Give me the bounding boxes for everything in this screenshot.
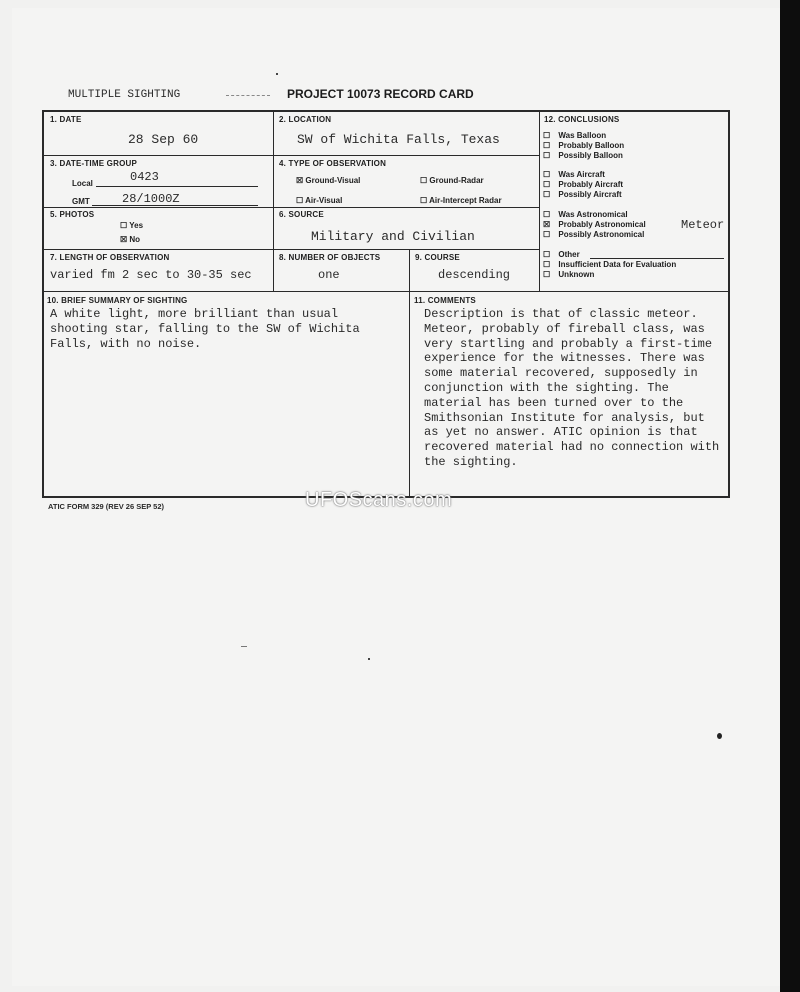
- summary-line: shooting star, falling to the SW of Wichita: [50, 321, 360, 336]
- comment-line: as yet no answer. ATIC opinion is that: [424, 425, 698, 440]
- checkbox-icon: ☒: [296, 176, 304, 185]
- date-value: 28 Sep 60: [128, 132, 199, 147]
- comment-line: recovered material had no connection with: [424, 440, 720, 455]
- header-dashes: [226, 95, 270, 96]
- divider-row2: [43, 207, 539, 208]
- air-visual-option: [296, 196, 342, 205]
- photos-yes-text: Yes: [129, 221, 144, 230]
- gmt-value: 28/1000Z: [122, 192, 180, 206]
- multiple-sighting-label: MULTIPLE SIGHTING: [68, 89, 181, 101]
- length-value: varied fm 2 sec to 30-35 sec: [50, 268, 252, 282]
- type-of-observation-label: 4. TYPE OF OBSERVATION: [279, 159, 387, 168]
- comment-line: Description is that of classic meteor.: [424, 307, 698, 321]
- local-value: 0423: [130, 170, 159, 184]
- conclusion-item: [543, 131, 606, 141]
- divider-row3: [43, 249, 539, 250]
- divider-col3: [539, 110, 540, 291]
- watermark: UFOScans.com: [305, 489, 453, 511]
- objects-label: 8. NUMBER OF OBJECTS: [279, 253, 381, 262]
- conclusion-item: [543, 270, 594, 280]
- divider-objects: [409, 249, 410, 291]
- conclusion-item: [543, 180, 623, 190]
- comment-line: experience for the witnesses. There was: [424, 351, 705, 366]
- conclusion-item: [543, 141, 624, 151]
- photos-no-option: [120, 235, 140, 244]
- checkbox-icon: ☐: [543, 151, 551, 160]
- conclusion-item: [543, 220, 646, 230]
- ground-radar-option: [420, 176, 484, 185]
- conclusions-label: 12. CONCLUSIONS: [544, 115, 620, 124]
- form-id: ATIC FORM 329 (REV 26 SEP 52): [48, 502, 165, 511]
- checkbox-icon: ☐: [120, 221, 128, 230]
- scan-speck: [241, 646, 247, 647]
- comment-line: conjunction with the sighting. The: [424, 380, 669, 395]
- conclusion-item: [543, 250, 580, 260]
- conclusion-text: Possibly Balloon: [558, 151, 623, 160]
- air-intercept-radar-option: [420, 196, 502, 205]
- conclusion-text: Unknown: [558, 270, 595, 279]
- summary-label: 10. BRIEF SUMMARY OF SIGHTING: [47, 296, 188, 305]
- local-label: Local: [72, 179, 93, 188]
- checkbox-icon: ☒: [543, 220, 551, 229]
- comments-text: [424, 307, 719, 470]
- comment-line: Smithsonian Institute for analysis, but: [424, 410, 705, 425]
- conclusion-text: Was Astronomical: [558, 210, 628, 219]
- conclusion-text: Possibly Aircraft: [558, 190, 622, 199]
- ground-visual-text: Ground-Visual: [305, 176, 361, 185]
- conclusion-text: Probably Astronomical: [558, 220, 646, 229]
- scan-speck: [717, 733, 722, 739]
- comments-label: 11. COMMENTS: [414, 296, 476, 305]
- air-intercept-radar-text: Air-Intercept Radar: [429, 196, 502, 205]
- checkbox-icon: ☐: [543, 170, 551, 179]
- source-label: 6. SOURCE: [279, 210, 324, 219]
- conclusion-text: Probably Aircraft: [558, 180, 624, 189]
- location-label: 2. LOCATION: [279, 115, 332, 124]
- conclusion-item: [543, 230, 644, 240]
- conclusion-text: Was Aircraft: [558, 170, 605, 179]
- comment-line: some material recovered, supposedly in: [424, 366, 698, 381]
- conclusion-item: [543, 210, 628, 220]
- objects-value: one: [318, 268, 340, 282]
- ground-radar-text: Ground-Radar: [429, 176, 484, 185]
- checkbox-icon: ☐: [296, 196, 304, 205]
- checkbox-icon: ☐: [420, 176, 428, 185]
- divider-summary: [43, 291, 729, 292]
- summary-line: A white light, more brilliant than usual: [50, 307, 339, 321]
- divider-col1: [273, 110, 274, 291]
- conclusion-item: [543, 170, 605, 180]
- summary-text: [50, 307, 360, 351]
- conclusion-text: Possibly Astronomical: [558, 230, 645, 239]
- checkbox-icon: ☐: [543, 190, 551, 199]
- checkbox-icon: ☐: [543, 141, 551, 150]
- location-value: SW of Wichita Falls, Texas: [297, 132, 500, 147]
- conclusion-item: [543, 151, 623, 161]
- checkbox-icon: ☐: [543, 210, 551, 219]
- ground-visual-option: [296, 176, 360, 185]
- photos-no-text: No: [129, 235, 141, 244]
- date-time-group-label: 3. DATE-TIME GROUP: [50, 159, 138, 168]
- comment-line: Meteor, probably of fireball class, was: [424, 321, 705, 336]
- course-value: descending: [438, 268, 511, 282]
- photos-label: 5. PHOTOS: [50, 210, 95, 219]
- conclusion-item: [543, 190, 622, 200]
- scan-edge: [780, 0, 800, 992]
- course-label: 9. COURSE: [415, 253, 460, 262]
- conclusion-text: Probably Balloon: [558, 141, 625, 150]
- conclusion-text: Insufficient Data for Evaluation: [558, 260, 677, 269]
- checkbox-icon: ☐: [543, 131, 551, 140]
- checkbox-icon: ☐: [543, 270, 551, 279]
- other-underline: [590, 258, 724, 259]
- length-label: 7. LENGTH OF OBSERVATION: [50, 253, 170, 262]
- conclusion-item: [543, 260, 676, 270]
- photos-yes-option: [120, 221, 143, 230]
- scan-speck: [276, 73, 278, 75]
- checkbox-icon: ☒: [120, 235, 128, 244]
- air-visual-text: Air-Visual: [305, 196, 343, 205]
- comment-line: very startling and probably a first-time: [424, 336, 713, 351]
- checkbox-icon: ☐: [543, 260, 551, 269]
- conclusion-text: Was Balloon: [558, 131, 607, 140]
- source-value: Military and Civilian: [311, 229, 475, 244]
- checkbox-icon: ☐: [543, 230, 551, 239]
- checkbox-icon: ☐: [420, 196, 428, 205]
- local-underline: [96, 186, 258, 187]
- conclusion-text: Other: [558, 250, 580, 259]
- checkbox-icon: ☐: [543, 180, 551, 189]
- divider-summary-comments: [409, 291, 410, 497]
- checkbox-icon: ☐: [543, 250, 551, 259]
- summary-line: Falls, with no noise.: [50, 336, 202, 351]
- comment-line: the sighting.: [424, 454, 518, 469]
- divider-row1: [43, 155, 539, 156]
- card-title: PROJECT 10073 RECORD CARD: [287, 87, 474, 101]
- date-label: 1. DATE: [50, 115, 82, 124]
- comment-line: material has been turned over to the: [424, 395, 684, 410]
- scan-speck: [368, 658, 370, 660]
- astronomical-note: Meteor: [681, 218, 725, 232]
- gmt-label: GMT: [72, 197, 90, 206]
